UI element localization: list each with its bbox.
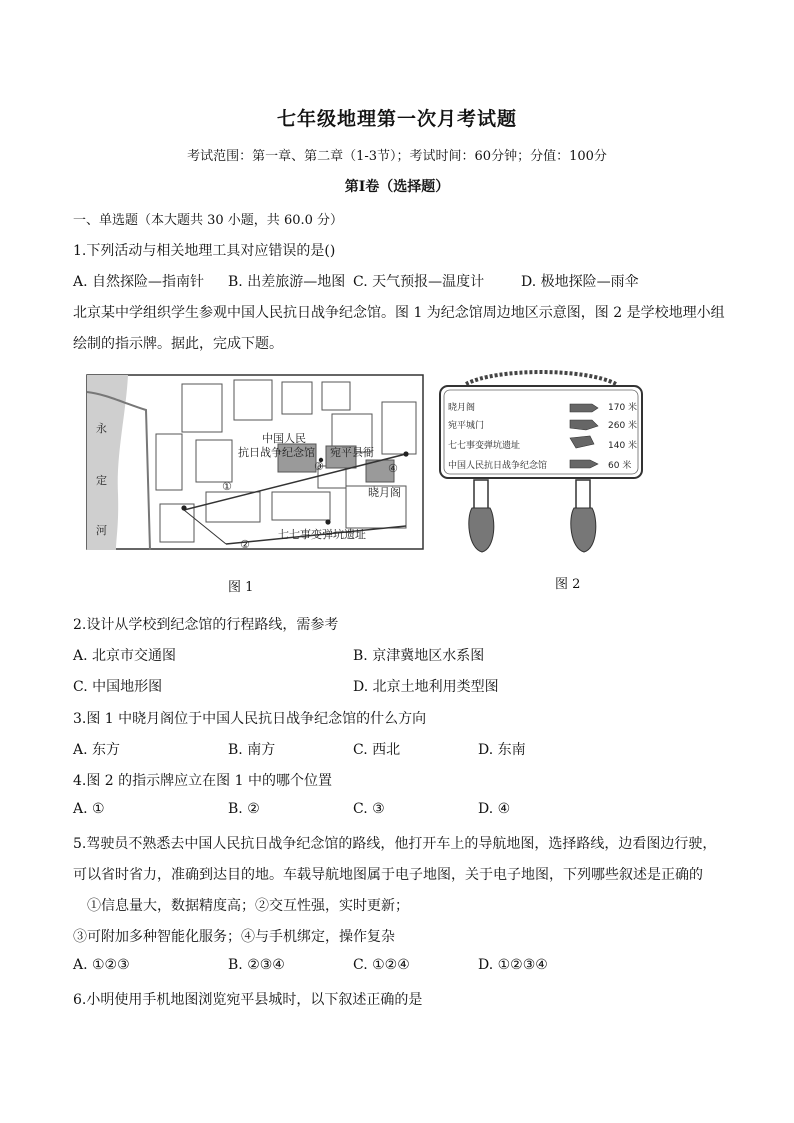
sign-row-2-name: 宛平城门 xyxy=(448,421,485,431)
q3-option-a: A. 东方 xyxy=(73,742,121,758)
river-label-1: 永 xyxy=(96,422,107,435)
q2-stem: 2.设计从学校到纪念馆的行程路线，需参考 xyxy=(73,617,339,633)
q1-option-b: B. 出差旅游—地图 xyxy=(228,274,346,290)
marker-3: ③ xyxy=(314,460,324,473)
sign-row-4-dist: 60 米 xyxy=(608,461,632,471)
figure-2-signboard xyxy=(436,368,646,560)
wanping-label: 宛平县衙 xyxy=(330,446,374,459)
q2-option-b: B. 京津冀地区水系图 xyxy=(353,648,485,664)
river-label-3: 河 xyxy=(96,524,107,537)
sign-row-4-name: 中国人民抗日战争纪念馆 xyxy=(448,461,548,471)
q4-option-c: C. ③ xyxy=(353,801,385,817)
figure-1-map xyxy=(86,374,426,552)
figure-1-caption: 图 1 xyxy=(228,580,254,595)
q1-stem: 1.下列活动与相关地理工具对应错误的是() xyxy=(73,243,336,259)
section-heading: 一、单选题（本大题共 30 小题，共 60.0 分） xyxy=(73,213,344,228)
intro-line-2: 绘制的指示牌。据此，完成下题。 xyxy=(73,336,283,352)
xiaoyue-label: 晓月阁 xyxy=(368,486,401,499)
q5-stem-line-4: ③可附加多种智能化服务；④与手机绑定，操作复杂 xyxy=(73,929,395,945)
q3-option-b: B. 南方 xyxy=(228,742,276,758)
q1-option-c: C. 天气预报—温度计 xyxy=(353,274,485,290)
q2-option-d: D. 北京土地利用类型图 xyxy=(353,679,499,695)
q1-option-a: A. 自然探险—指南针 xyxy=(73,274,205,290)
q4-option-d: D. ④ xyxy=(478,801,511,817)
q5-stem-line-2: 可以省时省力，准确到达目的地。车载导航地图属于电子地图，关于电子地图，下列哪些叙述是正确的 xyxy=(73,867,703,883)
intro-line-1: 北京某中学组织学生参观中国人民抗日战争纪念馆。图 1 为纪念馆周边地区示意图，图 2 是学校地理小组 xyxy=(73,305,725,321)
hand-right-icon xyxy=(570,404,598,412)
sign-row-1-name: 晓月阁 xyxy=(448,403,476,413)
sign-row-3-name: 七七事变弹坑遗址 xyxy=(448,441,521,451)
q4-stem: 4.图 2 的指示牌应立在图 1 中的哪个位置 xyxy=(73,773,332,789)
qiqi-label: 七七事变弹坑遗址 xyxy=(278,528,366,541)
river-label-2: 定 xyxy=(96,474,107,487)
q1-option-d: D. 极地探险—雨伞 xyxy=(521,274,639,290)
q5-stem-line-3: ①信息量大，数据精度高；②交互性强，实时更新； xyxy=(87,898,409,914)
q3-stem: 3.图 1 中晓月阁位于中国人民抗日战争纪念馆的什么方向 xyxy=(73,711,427,727)
marker-1: ① xyxy=(222,480,232,493)
q5-option-a: A. ①②③ xyxy=(73,957,130,973)
marker-4: ④ xyxy=(388,462,398,475)
exam-info: 考试范围：第一章、第二章（1-3节）；考试时间：60分钟；分值：100分 xyxy=(187,149,607,164)
q5-option-b: B. ②③④ xyxy=(228,957,285,973)
q6-stem: 6.小明使用手机地图浏览宛平县城时，以下叙述正确的是 xyxy=(73,992,423,1008)
q5-option-c: C. ①②④ xyxy=(353,957,410,973)
q5-stem-line-1: 5.驾驶员不熟悉去中国人民抗日战争纪念馆的路线，他打开车上的导航地图，选择路线，边看图边行驶， xyxy=(73,836,717,852)
page-title: 七年级地理第一次月考试题 xyxy=(276,108,517,130)
q3-option-d: D. 东南 xyxy=(478,742,526,758)
q3-option-c: C. 西北 xyxy=(353,742,401,758)
sign-row-1-dist: 170 米 xyxy=(608,403,638,413)
figure-2-caption: 图 2 xyxy=(555,577,581,592)
q4-option-b: B. ② xyxy=(228,801,260,817)
q2-option-a: A. 北京市交通图 xyxy=(73,648,177,664)
museum-label-1: 中国人民 xyxy=(262,432,306,445)
q5-option-d: D. ①②③④ xyxy=(478,957,548,973)
museum-label-2: 抗日战争纪念馆 xyxy=(238,446,315,459)
volume-heading: 第I卷（选择题） xyxy=(344,179,450,195)
sign-row-3-dist: 140 米 xyxy=(608,441,638,451)
marker-2: ② xyxy=(240,538,250,551)
sign-row-2-dist: 260 米 xyxy=(608,421,638,431)
q2-option-c: C. 中国地形图 xyxy=(73,679,163,695)
q4-option-a: A. ① xyxy=(73,801,105,817)
